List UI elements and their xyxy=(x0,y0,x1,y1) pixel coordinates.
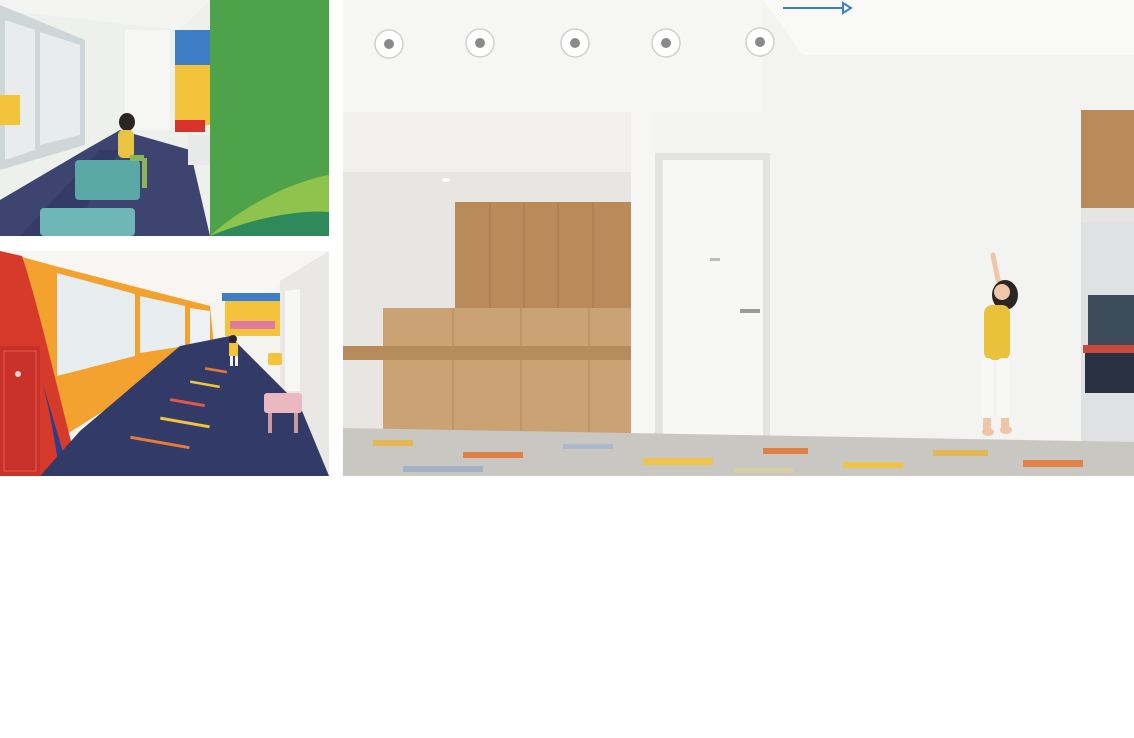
photo-orange-corridor xyxy=(0,251,329,476)
high-jump-wall-scene xyxy=(343,0,1134,476)
photo-high-jump-wall xyxy=(343,0,1134,476)
photo-corridor-green-wall xyxy=(0,0,329,236)
